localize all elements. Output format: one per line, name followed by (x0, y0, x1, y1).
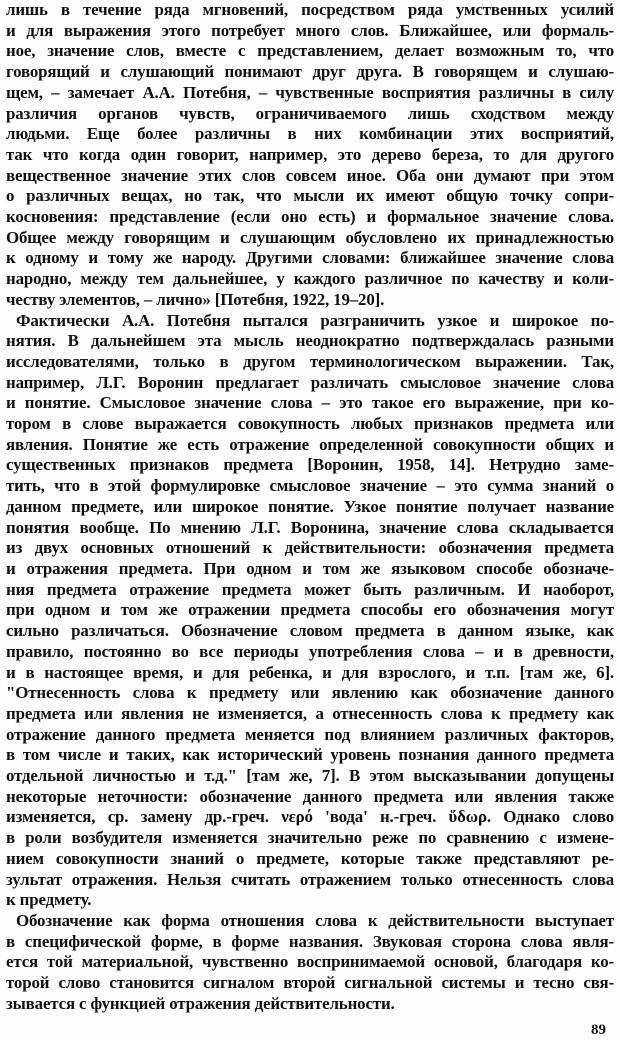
text-line: из двух основных отношений к действительности: обозначения предмета (6, 538, 614, 558)
text-line: "Отнесенность слова к предмету или явлению как обозначение данного (6, 683, 614, 703)
paragraph (6, 911, 614, 1015)
text-line: Обозначение как форма отношения слова к действительности выступает (16, 910, 614, 930)
text-line: отдельной личностью и т.д." [там же, 7]. В этом высказывании допущены (6, 766, 614, 786)
text-line: данном предмете, или широкое понятие. Узкое понятие получает название (6, 496, 614, 516)
text-line: людьми. Еще более различны в них комбинации этих восприятий, (6, 124, 614, 144)
text-line: тить, что в этой формулировке смысловое значение – это сумма знаний о (6, 476, 614, 496)
page-number: 89 (591, 1022, 606, 1038)
text-line: ния предмета отражение предмета может быть различным. И наоборот, (6, 579, 614, 599)
paragraph (6, 0, 614, 311)
text-line: и в настоящее время, и для ребенка, и для взрослого, и т.п. [там же, 6]. (6, 662, 614, 682)
text-line: нятия. В дальнейшем эта мысль неоднократно подтверждалась разными (6, 331, 614, 351)
text-line: вещественное значение этих слов совсем иное. Оба они думают при этом (6, 165, 614, 185)
text-line: в том числе и таких, как исторический уровень познания данного предмета (6, 745, 614, 765)
text-line: о различных вещах, но так, что мысли их имеют общую точку сопри- (6, 186, 614, 206)
text-line: различия органов чувств, ограничиваемого лишь сходством между (6, 103, 614, 123)
text-line: явления. Понятие же есть отражение определенной совокупности общих и (6, 434, 614, 454)
text-line: так что когда один говорит, например, это дерево береза, то для другого (6, 144, 614, 164)
text-line: Общее между говорящим и слушающим обусловлено их принадлежностью (6, 227, 614, 247)
text-line: косновения: представление (если оно есть) и формальное значение слова. (6, 207, 614, 227)
text-line: отражение данного предмета меняется под влиянием различных факторов, (6, 724, 614, 744)
text-line: и понятие. Смысловое значение слова – это такое его выражение, при ко- (6, 393, 614, 413)
text-line: торой слово становится сигналом второй сигнальной системы и тесно свя- (6, 973, 614, 993)
text-line: честву элементов, – лично» [Потебня, 1922, 19–20]. (6, 289, 385, 309)
text-line: существенных признаков предмета [Воронин, 1958, 14]. Нетрудно заме- (6, 455, 614, 475)
text-line: сильно различаться. Обозначение словом предмета в данном языке, как (6, 621, 614, 641)
text-line: к одному и тому же народу. Другими словами: ближайшее значение слова (6, 248, 614, 268)
text-line: нием совокупности знаний о предмете, которые также представляют ре- (6, 848, 614, 868)
text-line: некоторые неточности: обозначение данного предмета или явления также (6, 786, 614, 806)
text-line: в роли возбудителя изменяется значительно реже по сравнению с измене- (6, 828, 614, 848)
text-line: понятия вообще. По мнению Л.Г. Воронина, значение слова складывается (6, 517, 614, 537)
text-line: и для выражения этого потребует много слов. Ближайшее, или формаль- (6, 20, 614, 40)
body-text (6, 0, 614, 1014)
text-line: при одном и том же отражении предмета способы его обозначения могут (6, 600, 614, 620)
text-line: зывается с функцией отражения действительности. (6, 993, 395, 1013)
text-line: например, Л.Г. Воронин предлагает различать смысловое значение слова (6, 372, 614, 392)
text-line: в специфической форме, в форме названия. Звуковая сторона слова явля- (6, 931, 614, 951)
text-line: Фактически А.А. Потебня пытался разграничить узкое и широкое по- (16, 310, 614, 330)
text-line: исследователями, только в другом терминологическом выражении. Так, (6, 351, 614, 371)
text-line: тором в слове выражается совокупность любых признаков предмета или (6, 414, 614, 434)
paragraph (6, 311, 614, 911)
text-line: щем, – замечает А.А. Потебня, – чувственные восприятия различны в силу (6, 82, 614, 102)
text-line: лишь в течение ряда мгновений, посредством ряда умственных усилий (6, 0, 614, 19)
text-line: говорящий и слушающий понимают друг друга. В говорящем и слушаю- (6, 62, 614, 82)
text-line: предмета или явления не изменяется, а отнесенность слова к предмету как (6, 703, 614, 723)
text-line: правило, постоянно во все периоды употребления слова – и в древности, (6, 641, 614, 661)
text-line: народно, между тем дальнейшее, у каждого различное по качеству и коли- (6, 269, 614, 289)
text-line: и отражения предмета. При одном и том же языковом способе обозначе- (6, 558, 614, 578)
text-line: ется той материальной, чувственно воспринимаемой основой, благодаря ко- (6, 952, 614, 972)
text-line: зультат отражения. Нельзя считать отражением только отнесенность слова (6, 869, 614, 889)
text-line: изменяется, ср. замену др.-греч. νερό 'вода' н.-греч. ὕδωρ. Однако слово (6, 807, 614, 827)
text-line: ное, значение слов, вместе с представлением, делает возможным то, что (6, 41, 614, 61)
text-line: к предмету. (6, 890, 92, 910)
